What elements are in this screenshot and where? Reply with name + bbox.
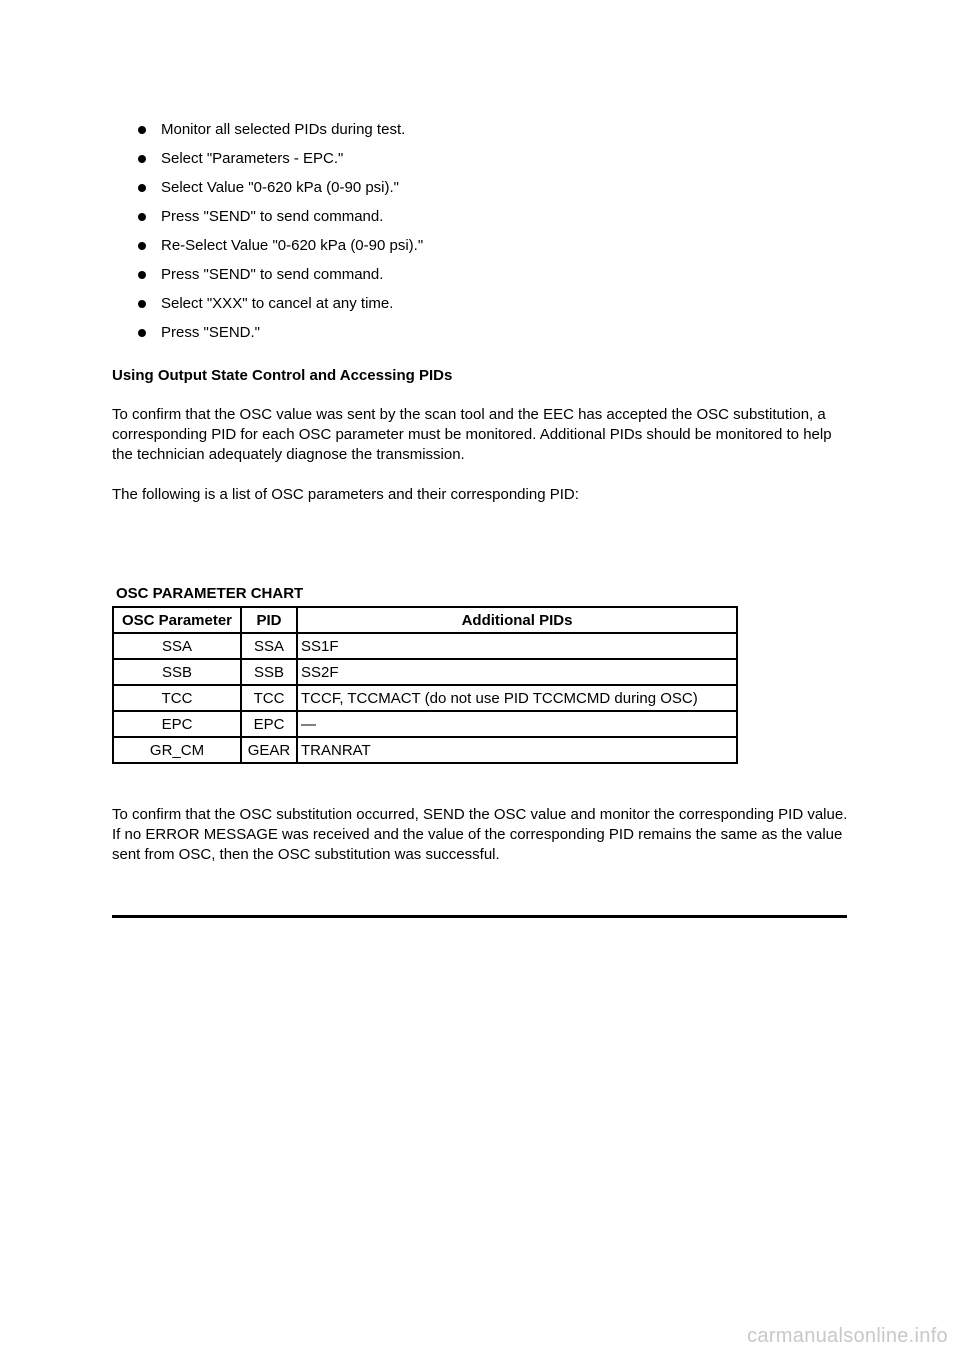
list-intro-paragraph: The following is a list of OSC parameters and their corresponding PID: bbox=[112, 486, 579, 503]
bullet-text: Press "SEND" to send command. bbox=[161, 208, 384, 225]
list-item bbox=[138, 295, 423, 324]
column-header-pid: PID bbox=[241, 607, 297, 633]
list-item bbox=[138, 208, 423, 237]
bullet-icon bbox=[138, 300, 146, 308]
table-title: OSC PARAMETER CHART bbox=[116, 585, 304, 602]
intro-paragraph: To confirm that the OSC value was sent by the scan tool and the EEC has accepted the OSC substitution, a corresponding PID for each OSC parameter must be monitored. Additional PIDs should be monitored to help the technician adequately diagnose the transmission. bbox=[112, 406, 832, 463]
cell-additional-pids: TCCF, TCCMACT (do not use PID TCCMCMD during OSC) bbox=[297, 685, 737, 711]
cell-pid: SSB bbox=[241, 659, 297, 685]
bullet-text: Re-Select Value "0-620 kPa (0-90 psi)." bbox=[161, 237, 424, 254]
osc-parameter-table bbox=[112, 606, 738, 764]
cell-osc-parameter: GR_CM bbox=[113, 737, 241, 763]
cell-additional-pids: SS1F bbox=[297, 633, 737, 659]
cell-pid: EPC bbox=[241, 711, 297, 737]
cell-additional-pids: — bbox=[297, 711, 737, 737]
bullet-text: Select "XXX" to cancel at any time. bbox=[161, 295, 394, 312]
table-row bbox=[113, 685, 737, 711]
bullet-icon bbox=[138, 271, 146, 279]
list-item bbox=[138, 121, 423, 150]
bullet-icon bbox=[138, 184, 146, 192]
list-item bbox=[138, 179, 423, 208]
bullet-text: Press "SEND" to send command. bbox=[161, 266, 384, 283]
list-item bbox=[138, 237, 423, 266]
table-row bbox=[113, 737, 737, 763]
table-row bbox=[113, 633, 737, 659]
table-header-row bbox=[113, 607, 737, 633]
cell-osc-parameter: SSB bbox=[113, 659, 241, 685]
cell-additional-pids: TRANRAT bbox=[297, 737, 737, 763]
column-header-additional-pids: Additional PIDs bbox=[297, 607, 737, 633]
bullet-list bbox=[138, 121, 423, 353]
bullet-icon bbox=[138, 126, 146, 134]
bullet-icon bbox=[138, 213, 146, 221]
table-row bbox=[113, 659, 737, 685]
list-item bbox=[138, 324, 423, 353]
table-row bbox=[113, 711, 737, 737]
bullet-text: Select "Parameters - EPC." bbox=[161, 150, 344, 167]
list-item bbox=[138, 150, 423, 179]
watermark-link[interactable]: carmanualsonline.info bbox=[747, 1325, 948, 1347]
list-item bbox=[138, 266, 423, 295]
cell-pid: TCC bbox=[241, 685, 297, 711]
cell-pid: SSA bbox=[241, 633, 297, 659]
section-heading: Using Output State Control and Accessing PIDs bbox=[112, 367, 453, 384]
bullet-icon bbox=[138, 329, 146, 337]
bullet-text: Select Value "0-620 kPa (0-90 psi)." bbox=[161, 179, 399, 196]
cell-osc-parameter: TCC bbox=[113, 685, 241, 711]
cell-additional-pids: SS2F bbox=[297, 659, 737, 685]
column-header-osc-parameter: OSC Parameter bbox=[113, 607, 241, 633]
cell-osc-parameter: SSA bbox=[113, 633, 241, 659]
bullet-icon bbox=[138, 242, 146, 250]
bullet-icon bbox=[138, 155, 146, 163]
bullet-text: Monitor all selected PIDs during test. bbox=[161, 121, 406, 138]
bullet-text: Press "SEND." bbox=[161, 324, 261, 341]
cell-pid: GEAR bbox=[241, 737, 297, 763]
cell-osc-parameter: EPC bbox=[113, 711, 241, 737]
horizontal-divider bbox=[112, 915, 847, 918]
confirmation-paragraph: To confirm that the OSC substitution occurred, SEND the OSC value and monitor the corresponding PID value. If no ERROR MESSAGE was received and the value of the corresponding PID remains the same as the value sent from OSC, then the OSC substitution was successful. bbox=[112, 806, 848, 863]
